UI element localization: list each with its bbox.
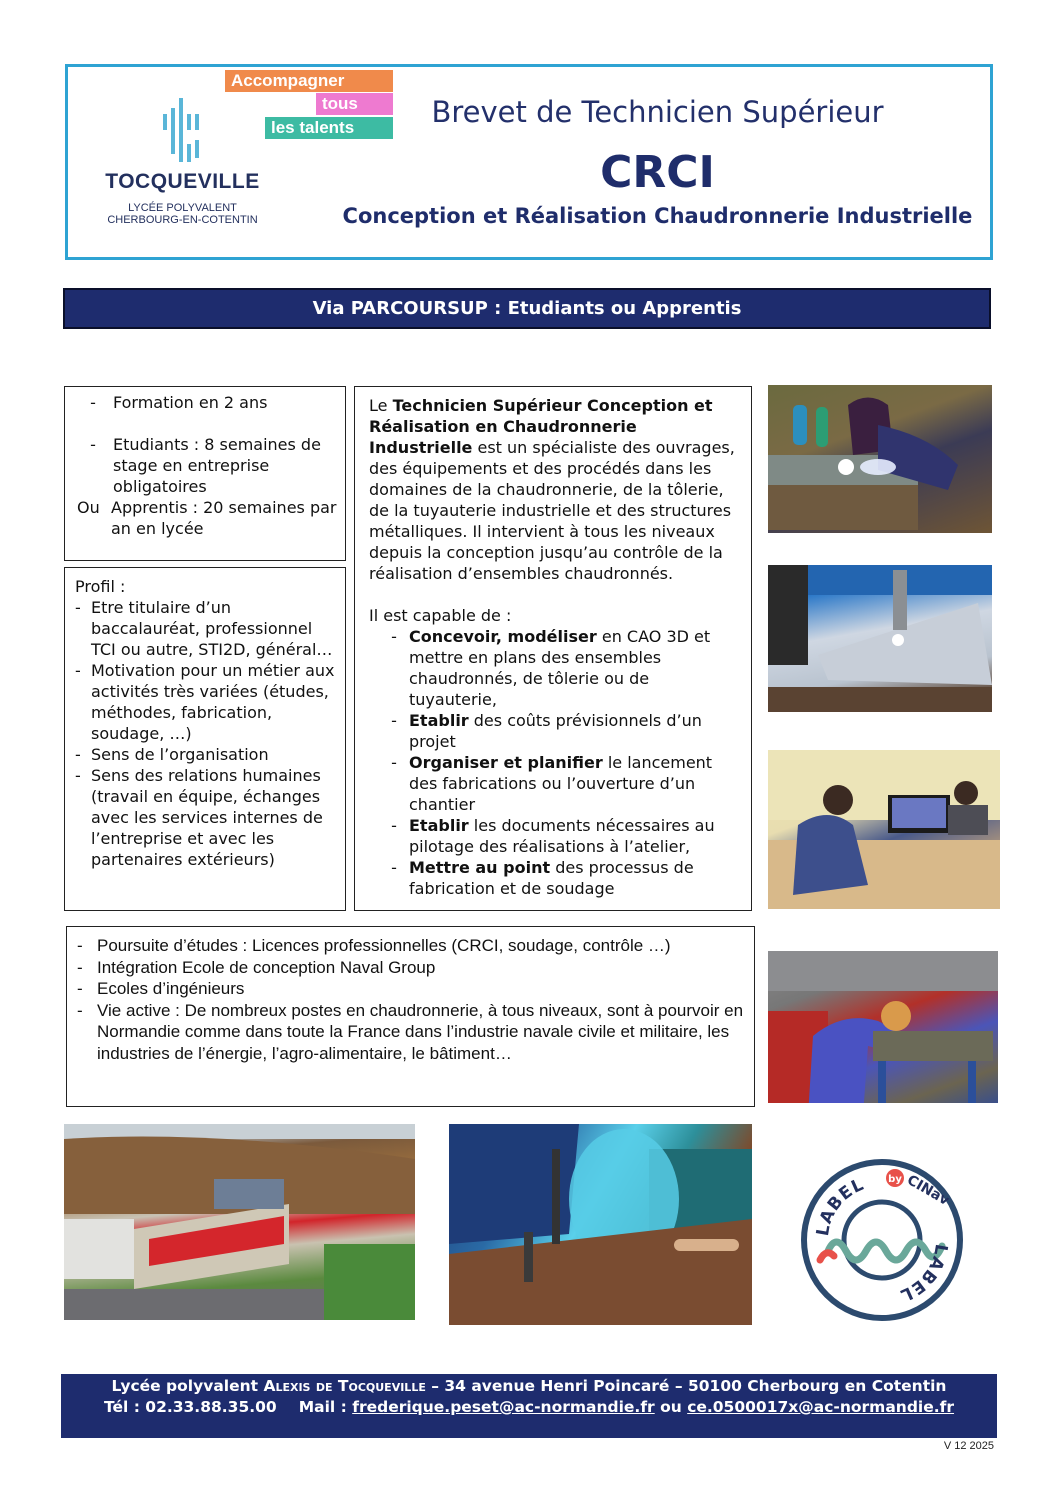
capability-keyword: Etablir [409,711,469,730]
diploma-acronym: CRCI [600,147,715,198]
list-marker: - [391,816,397,835]
list-item [73,392,337,413]
list-marker: - [391,858,397,877]
tagline-tous: tous [316,93,393,115]
formation-apprentices: Apprentis : 20 semaines par an en lycée [111,498,337,538]
list-item [369,710,737,752]
school-logo-name: TOCQUEVILLE [105,170,260,193]
formation-duration: Formation en 2 ans [113,393,268,412]
contact-line [61,1397,997,1418]
list-item [369,626,737,710]
list-item [369,752,737,815]
plasma-cutting-photo [768,565,992,712]
prospect-item: Intégration Ecole de conception Naval Group [97,957,436,977]
list-item [77,1000,744,1065]
label-by: by [888,1174,902,1185]
intro-prefix: Le [369,396,393,415]
profile-item: Sens de l’organisation [91,745,269,764]
capability-text: les documents nécessaires au pilotage des réalisations à l’atelier, [409,816,715,856]
capability-text: en CAO 3D et mettre en plans des ensembles chaudronnés, de tôlerie ou de tuyauterie, [409,627,711,709]
profile-item: Motivation pour un métier aux activités très variées (études, méthodes, fabrication, soudage, …) [91,661,335,743]
list-item [77,957,744,979]
school-campus-photo [64,1124,415,1320]
list-item [77,978,744,1000]
admission-banner: Via PARCOURSUP : Etudiants ou Apprentis [63,288,991,329]
list-item [369,815,737,857]
profile-item: Sens des relations humaines (travail en équipe, échanges avec les services internes de l’entreprise et avec les partenaires extérieurs) [91,766,323,869]
office-illustration [768,750,1000,909]
mig-welding-photo [449,1124,752,1325]
list-marker: - [75,661,81,680]
list-marker: - [391,711,397,730]
label-text-top: LABEL [813,1174,868,1238]
address-text: – 34 avenue Henri Poincaré – 50100 Cherbourg en Cotentin [425,1377,947,1395]
tocqueville-logo-icon [163,98,203,162]
email-link-school[interactable]: ce.0500017x@ac-normandie.fr [687,1398,955,1416]
career-prospects-box [66,926,755,1107]
profile-heading: Profil : [75,577,126,596]
prospect-item: Ecoles d’ingénieurs [97,979,245,998]
capability-keyword: Concevoir, modéliser [409,627,597,646]
list-marker: - [90,435,96,454]
capability-keyword: Organiser et planifier [409,753,603,772]
list-marker: - [391,753,397,772]
school-address [61,1376,997,1397]
phone-number: Tél : 02.33.88.35.00 [103,1398,277,1416]
list-marker: - [77,1000,83,1020]
tagline-accompagner: Accompagner [225,70,393,92]
school-logo-city: CHERBOURG-EN-COTENTIN [107,214,258,226]
list-item [75,597,335,660]
contact-footer [61,1374,997,1438]
address-prefix: Lycée polyvalent [111,1377,264,1395]
capability-keyword: Etablir [409,816,469,835]
profile-item: Etre titulaire d’un baccalauréat, professionnel TCI ou autre, STI2D, général… [91,598,333,659]
mig-welding-illustration [449,1124,752,1325]
email-link-peset[interactable]: frederique.peset@ac-normandie.fr [352,1398,655,1416]
list-item [73,497,337,539]
intro-job-title: Technicien Supérieur Conception et Réalisation en Chaudronnerie Industrielle [369,396,713,457]
description-box [354,386,752,911]
prospect-item: Poursuite d’études : Licences professionnelles (CRCI, soudage, contrôle …) [97,936,671,955]
label-cinav-logo-icon [798,1156,966,1324]
intro-text: est un spécialiste des ouvrages, des équipements et des procédés dans les domaines de la chaudronnerie, de la tôlerie, de la tuyauterie industrielle et des structures métalliques. Il intervient à tous les niveaux depuis la conception jusqu’au contrôle de la réalisation d’ensembles chaudronnés. [369,438,735,583]
svg-text:LABEL [813,1175,867,1238]
description-intro [369,395,737,584]
list-marker: - [75,598,81,617]
diploma-title: Brevet de Technicien Supérieur [431,95,884,129]
capabilities-heading: Il est capable de : [369,606,512,625]
capability-text: le lancement des fabrications ou l’ouverture d’un chantier [409,753,713,814]
list-marker: - [77,936,83,955]
list-marker: - [75,766,81,785]
formation-box [64,386,346,561]
design-office-photo [768,750,1000,909]
capability-keyword: Mettre au point [409,858,551,877]
school-logo-subtitle: LYCÉE POLYVALENT [128,202,237,214]
capability-text: des processus de fabrication et de soudage [409,858,694,898]
mail-label: Mail : [298,1398,353,1416]
welding-photo [768,385,992,533]
tagline-les-talents: les talents [265,117,393,139]
list-item [369,857,737,899]
list-marker: - [75,745,81,764]
label-brand: CINav [904,1172,952,1209]
workshop-illustration [768,951,998,1103]
profile-box [64,567,346,911]
prospect-item: Vie active : De nombreux postes en chaudronnerie, à tous niveaux, sont à pourvoir en Normandie comme dans toute la France dans l’industrie navale civile et militaire, les industries de l’énergie, l’agro-alimentaire, le bâtiment… [97,1000,744,1063]
cutting-machine-illustration [768,565,992,712]
capability-text: des coûts prévisionnels d’un projet [409,711,702,751]
diploma-full-name: Conception et Réalisation Chaudronnerie Industrielle [342,204,973,228]
list-item [73,434,337,497]
list-marker: - [391,627,397,646]
or-text: ou [654,1398,688,1416]
list-item [77,935,744,957]
list-marker: - [77,957,83,977]
label-text-bottom: LABEL [896,1242,951,1306]
list-marker: Ou [77,498,100,517]
formation-students: Etudiants : 8 semaines de stage en entreprise obligatoires [113,435,321,496]
workshop-photo [768,951,998,1103]
school-name: Alexis de Tocqueville [263,1377,426,1395]
welding-illustration [768,385,992,533]
list-marker: - [90,393,96,412]
list-marker: - [77,979,83,998]
version-label: V 12 2025 [943,1440,994,1452]
list-item [75,660,335,744]
list-item [75,744,335,765]
list-item [75,765,335,870]
campus-illustration [64,1124,415,1320]
